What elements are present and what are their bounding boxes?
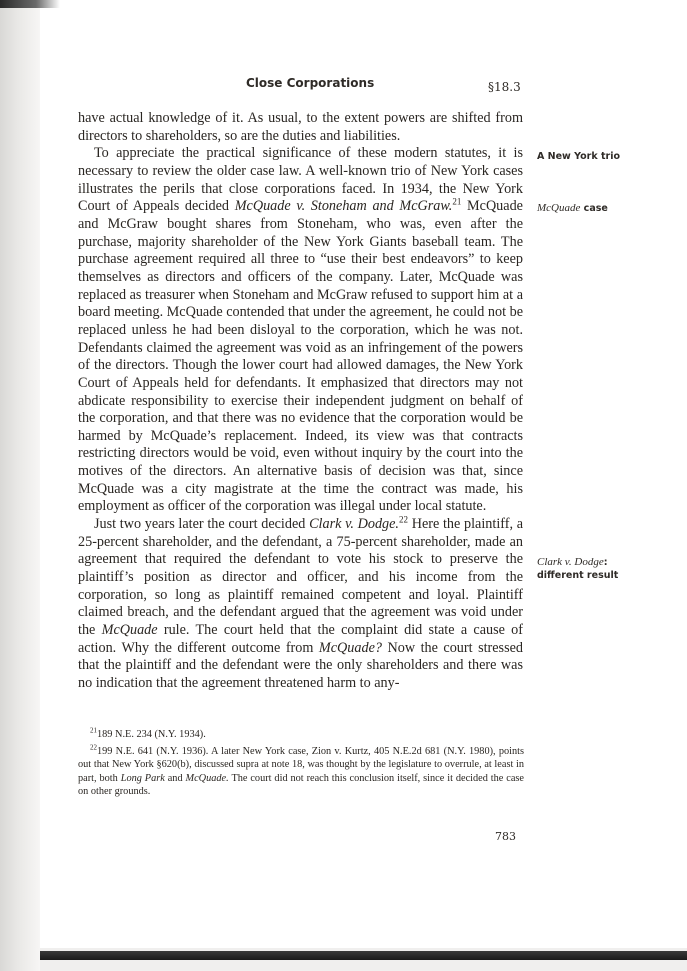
footnote-22-text-a: 199 N.E. 641 (N.Y. 1936). A later New York case, Zion v. Kurtz, 405 N.E.2d 681 (N.Y. 1980), points out that New York §620(b), discussed supra at note 18, was thought by the legislature to overrule, at least in part, both bbox=[78, 746, 524, 784]
paragraph-3 bbox=[78, 516, 523, 693]
footnote-21 bbox=[78, 728, 524, 741]
running-header-title: Close Corporations bbox=[246, 76, 375, 90]
footnote-22-number: 22 bbox=[90, 743, 97, 752]
page-number: 783 bbox=[495, 830, 516, 843]
paragraph-3-text-c: rule. The court held that the complaint did state a cause of action. Why the different outcome from bbox=[78, 622, 523, 656]
paragraph-1-text: have actual knowledge of it. As usual, to the extent powers are shifted from directors to shareholders, so are the duties and liabilities. bbox=[78, 110, 523, 144]
paragraph-2 bbox=[78, 145, 523, 516]
footnote-21-text: 189 N.E. 234 (N.Y. 1934). bbox=[97, 729, 206, 740]
scan-edge-left bbox=[0, 0, 40, 971]
margin-note-clark-italic: Clark v. Dodge bbox=[537, 556, 604, 568]
paragraph-1 bbox=[78, 110, 523, 145]
paragraph-3-text-b: Here the plaintiff, a 25-percent shareholder, and the defendant, a 75-percent shareholder, made an agreement that required the defendant to vote his stock to preserve the plaintiff’s position as director and officer, and his income from the corporation, so long as plaintiff remained competent and loyal. Plaintiff claimed breach, and the defendant argued that the agreement was void under the bbox=[78, 516, 524, 639]
paragraph-2-text-b: McQuade and McGraw bought shares from Stoneham, who was, even after the purchase, majority shareholder of the New York Giants baseball team. The purchase agreement required all three to “use their best endeavors” to keep themselves as directors and officers of the company. Later, McQuade was replaced as treasurer when Stoneham and McGraw refused to support him at a board meeting. McQuade contended that under the agreement, he could not be replaced unless he had been disloyal to the corporation, which he was not. Defendants claimed the agreement was void as an infringement of the powers of the directors. Though the lower court had allowed damages, the New York Court of Appeals held for defendants. It emphasized that directors may not abdicate responsibility to exercise their independent judgment on behalf of the corporation, and that there was no evidence that the corporation would be harmed by McQuade’s replacement. Indeed, its view was that contracts restricting directors would be void, even without inquiry by the court into the motives of the directors. An alternative basis of decision was that, since McQuade was a city magistrate at the time the contract was made, his employment as officer of the corporation was illegal under local statute. bbox=[78, 198, 523, 515]
paragraph-3-text-d: Now the court stressed that the plaintiff and the defendant were the only shareholders and there was no indication that the agreement threatened harm to any- bbox=[78, 639, 523, 691]
footnotes bbox=[78, 728, 524, 802]
footnote-22-and: and bbox=[164, 772, 186, 784]
running-header-section: §18.3 bbox=[488, 80, 521, 94]
paragraph-3-text-a: Just two years later the court decided bbox=[94, 516, 310, 533]
footnote-22 bbox=[78, 745, 524, 798]
case-name-mcquade-question: McQuade? bbox=[318, 639, 382, 656]
body-text bbox=[78, 110, 523, 693]
case-name-mcquade: McQuade v. Stoneham and McGraw. bbox=[234, 198, 453, 215]
margin-note-trio: A New York trio bbox=[537, 151, 620, 162]
case-name-mcquade-rule: McQuade bbox=[101, 622, 158, 639]
margin-note-mcquade-italic: McQuade bbox=[537, 202, 581, 214]
margin-note-clark-rest: different result bbox=[537, 570, 619, 581]
scan-bar-bottom bbox=[40, 951, 687, 960]
footnote-22-case-mcquade: McQuade. bbox=[185, 772, 229, 784]
margin-note-clark bbox=[537, 556, 618, 582]
margin-note-mcquade bbox=[537, 202, 608, 215]
footnote-22-case-long-park: Long Park bbox=[120, 772, 165, 784]
footnote-21-number: 21 bbox=[90, 726, 97, 735]
scan-corner-shadow bbox=[0, 0, 60, 8]
margin-note-mcquade-rest: case bbox=[580, 203, 608, 214]
footnote-ref-22[interactable]: 22 bbox=[398, 514, 408, 525]
footnote-22-text-b: The court did not reach this conclusion itself, since it decided the case on other grounds. bbox=[78, 772, 525, 797]
margin-note-clark-colon: : bbox=[603, 557, 608, 568]
paragraph-2-text-a: To appreciate the practical significance of these modern statutes, it is necessary to review the older case law. A well-known trio of New York cases illustrates the perils that close corporations faced. In 1934, the New York Court of Appeals decided bbox=[78, 145, 523, 215]
footnote-ref-21[interactable]: 21 bbox=[452, 196, 462, 207]
case-name-clark: Clark v. Dodge. bbox=[309, 516, 399, 533]
